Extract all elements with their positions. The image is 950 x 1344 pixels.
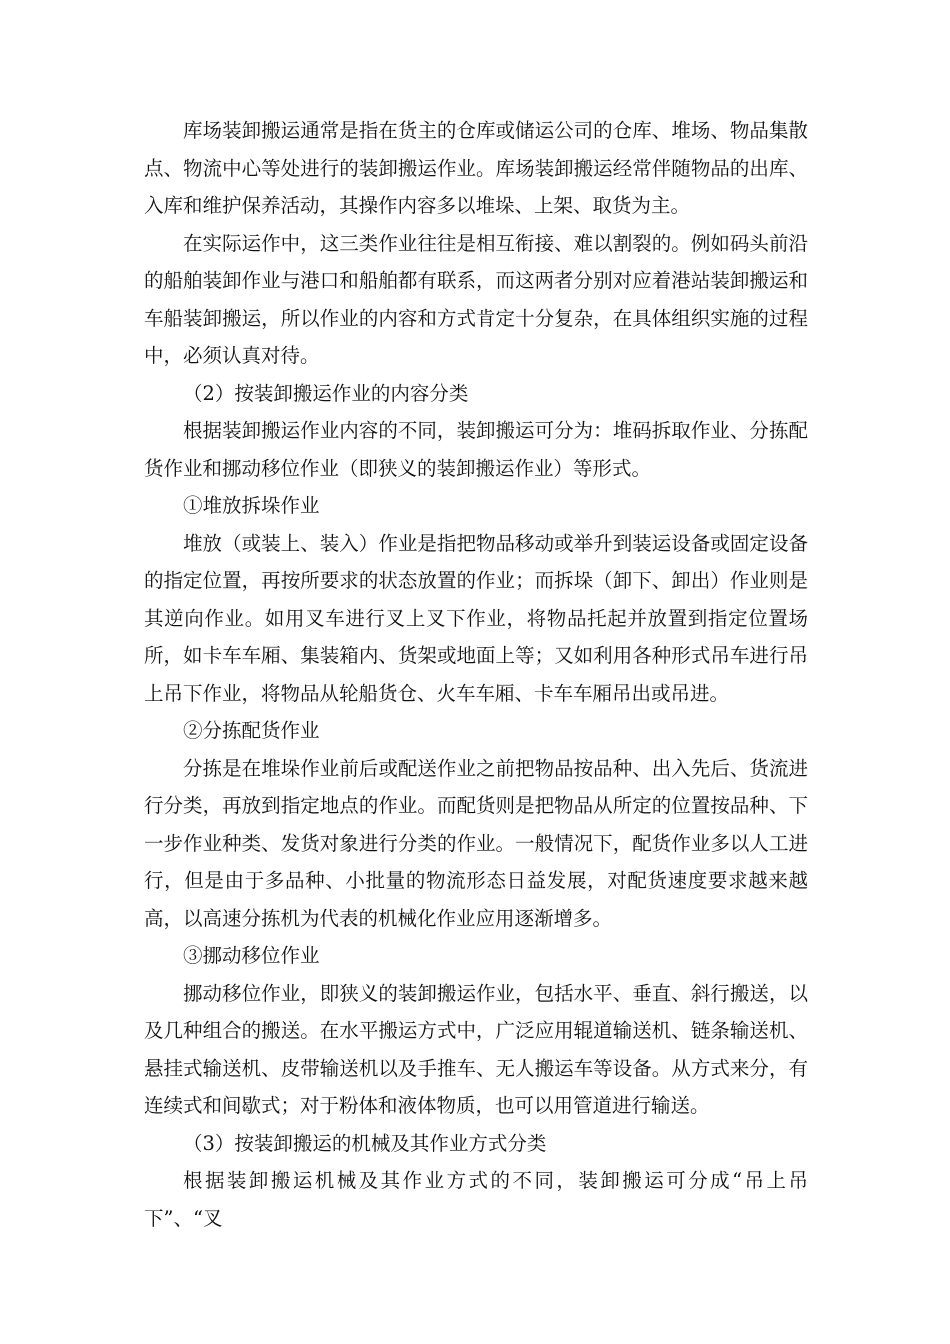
paragraph-stacking: 堆放（或装上、装入）作业是指把物品移动或举升到装运设备或固定设备的指定位置，再按所要求的状态放置的作业；而拆垛（卸下、卸出）作业则是其逆向作业。如用叉车进行叉上叉下作业，将物品托起并放置到指定位置场所，如卡车车厢、集装箱内、货架或地面上等；又如利用各种形式吊车进行吊上吊下作业，将物品从轮船货仓、火车车厢、卡车车厢吊出或吊进。 [144, 531, 808, 705]
heading-by-machinery: （3）按装卸搬运的机械及其作业方式分类 [183, 1131, 547, 1155]
paragraph-warehouse-handling: 库场装卸搬运通常是指在货主的仓库或储运公司的仓库、堆场、物品集散点、物流中心等处进行的装卸搬运作业。库场装卸搬运经常伴随物品的出库、入库和维护保养活动，其操作内容多以堆垛、上架、取货为主。 [144, 119, 808, 217]
paragraph-sorting: 分拣是在堆垛作业前后或配送作业之前把物品按品种、出入先后、货流进行分类，再放到指定地点的作业。而配货则是把物品从所定的位置按品种、下一步作业种类、发货对象进行分类的作业。一般情况下，配货作业多以人工进行，但是由于多品种、小批量的物流形态日益发展，对配货速度要求越来越高，以高速分拣机为代表的机械化作业应用逐渐增多。 [144, 756, 808, 930]
paragraph-content-types: 根据装卸搬运作业内容的不同，装卸搬运可分为：堆码拆取作业、分拣配货作业和挪动移位作业（即狭义的装卸搬运作业）等形式。 [144, 419, 808, 480]
heading-by-content: （2）按装卸搬运作业的内容分类 [183, 381, 469, 405]
heading-sorting: ②分拣配货作业 [183, 719, 320, 742]
paragraph-moving: 挪动移位作业，即狭义的装卸搬运作业，包括水平、垂直、斜行搬送，以及几种组合的搬送。在水平搬运方式中，广泛应用辊道输送机、链条输送机、悬挂式输送机、皮带输送机以及手推车、无人搬运车等设备。从方式来分，有连续式和间歇式；对于粉体和液体物质，也可以用管道进行输送。 [144, 981, 808, 1117]
heading-moving: ③挪动移位作业 [183, 944, 320, 967]
paragraph-operations-linkage: 在实际运作中，这三类作业往往是相互衔接、难以割裂的。例如码头前沿的船舶装卸作业与港口和船舶都有联系，而这两者分别对应着港站装卸搬运和车船装卸搬运，所以作业的内容和方式肯定十分复杂，在具体组织实施的过程中，必须认真对待。 [144, 231, 808, 367]
heading-stacking: ①堆放拆垛作业 [183, 494, 320, 517]
paragraph-machinery: 根据装卸搬运机械及其作业方式的不同，装卸搬运可分成“吊上吊下”、“叉 [144, 1169, 808, 1230]
document-page [144, 112, 808, 1237]
